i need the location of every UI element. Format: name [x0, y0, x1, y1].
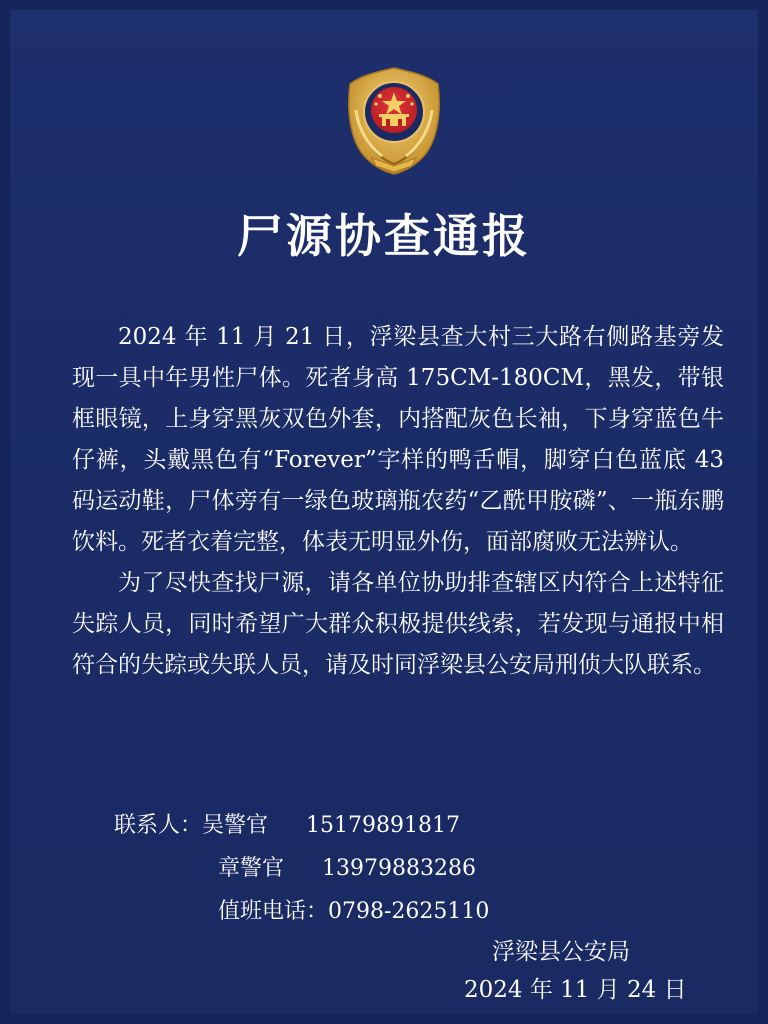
- notice-title: 尸源协查通报: [237, 209, 531, 263]
- police-emblem-icon: [342, 66, 446, 176]
- issue-date: 2024 年 11 月 24 日: [464, 977, 687, 1003]
- contact-phone-1[interactable]: 15179891817: [306, 813, 460, 838]
- contact-row-1: [114, 806, 460, 846]
- duty-phone-row[interactable]: 值班电话：0798-2625110: [218, 899, 490, 924]
- notice-paragraph-1: 2024 年 11 月 21 日，浮梁县查大村三大路右侧路基旁发现一具中年男性尸体。死者身高 175CM-180CM，黑发，带银框眼镜，上身穿黑灰双色外套，内搭配灰色长袖，下身穿蓝色牛仔裤，头戴黑色有“Forever”字样的鸭舌帽，脚穿白色蓝底 43 码运动鞋，尸体旁有一绿色玻璃瓶农药“乙酰甲胺磷”、一瓶东鹏饮料。死者衣着完整，体表无明显外伤，面部腐败无法辨认。: [72, 324, 724, 555]
- contact-phone-2[interactable]: 13979883286: [322, 856, 476, 881]
- contact-row-2: [218, 849, 476, 889]
- contact-name-2: 章警官: [218, 856, 285, 881]
- issuer-name: 浮梁县公安局: [492, 939, 630, 965]
- contact-name-1: 吴警官: [202, 813, 269, 838]
- contact-label: 联系人：: [114, 813, 203, 838]
- notice-paragraph-2: 为了尽快查找尸源，请各单位协助排查辖区内符合上述特征失踪人员，同时希望广大群众积极提供线索，若发现与通报中相符合的失踪或失联人员，请及时同浮梁县公安局刑侦大队联系。: [72, 570, 724, 678]
- notice-body: [72, 317, 724, 686]
